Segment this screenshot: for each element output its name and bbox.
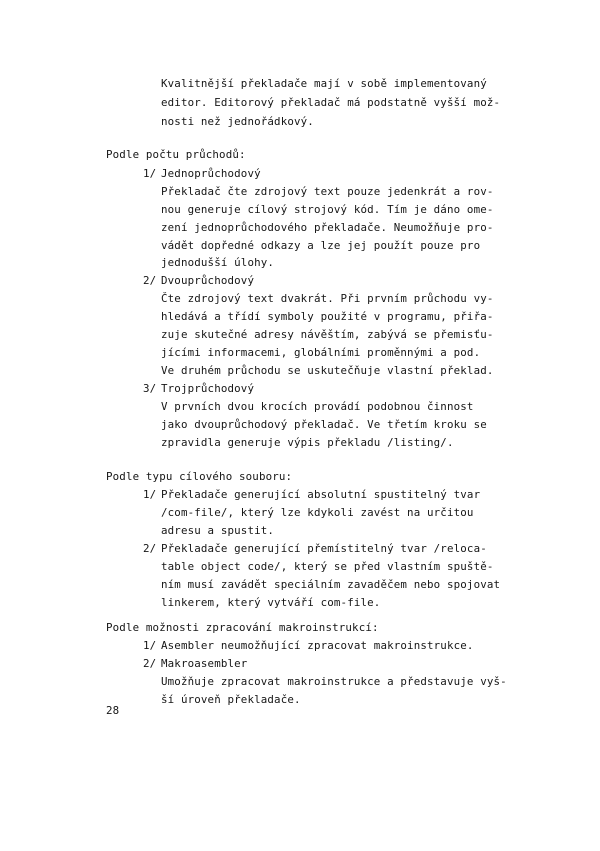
item-line: ší úroveň překladače. xyxy=(161,693,301,706)
item-line: zuje skutečné adresy návěštím, zabývá se přemisťu- xyxy=(161,328,494,341)
item-title: Trojprůchodový xyxy=(161,382,255,395)
section-heading: Podle typu cílového souboru: xyxy=(106,470,293,483)
item-line: vádět dopředné odkazy a lze jej použít pouze pro xyxy=(161,239,481,252)
item-line: nou generuje cílový strojový kód. Tím je dáno ome- xyxy=(161,203,494,216)
item-title: Překladače generující absolutní spustitelný tvar xyxy=(161,488,481,501)
item-line: table object code/, který se před vlastním spuště- xyxy=(161,560,494,573)
item-line: jícími informacemi, globálními proměnnými a pod. xyxy=(161,346,481,359)
section-heading: Podle počtu průchodů: xyxy=(106,148,246,161)
section-heading: Podle možnosti zpracování makroinstrukcí: xyxy=(106,621,379,634)
item-number: 2/ xyxy=(143,274,157,287)
intro-line: Kvalitnější překladače mají v sobě implementovaný xyxy=(161,77,487,90)
item-line: ním musí zavádět speciálním zavaděčem nebo spojovat xyxy=(161,578,501,591)
intro-line: editor. Editorový překladač má podstatně vyšší mož- xyxy=(161,96,501,109)
item-number: 2/ xyxy=(143,542,157,555)
item-line: Čte zdrojový text dvakrát. Při prvním průchodu vy- xyxy=(161,292,494,305)
page-number: 28 xyxy=(106,704,120,717)
item-number: 1/ xyxy=(143,167,157,180)
item-line: hledává a třídí symboly použité v programu, přiřa- xyxy=(161,310,494,323)
item-line: V prvních dvou krocích provádí podobnou činnost xyxy=(161,400,474,413)
item-title: Makroasembler xyxy=(161,657,248,670)
item-line: Ve druhém průchodu se uskutečňuje vlastní překlad. xyxy=(161,364,494,377)
item-line: Překladač čte zdrojový text pouze jedenkrát a rov- xyxy=(161,185,494,198)
item-line: zení jednoprůchodového překladače. Neumožňuje pro- xyxy=(161,221,494,234)
item-line: zpravidla generuje výpis překladu /listing/. xyxy=(161,436,454,449)
item-number: 3/ xyxy=(143,382,157,395)
item-number: 1/ xyxy=(143,488,157,501)
item-title: Překladače generující přemístitelný tvar /reloca- xyxy=(161,542,487,555)
item-title: Jednoprůchodový xyxy=(161,167,261,180)
item-line: jednodušší úlohy. xyxy=(161,256,275,269)
item-line: linkerem, který vytváří com-file. xyxy=(161,596,381,609)
item-line: Umožňuje zpracovat makroinstrukce a představuje vyš- xyxy=(161,675,507,688)
item-number: 1/ xyxy=(143,639,157,652)
item-title: Dvouprůchodový xyxy=(161,274,255,287)
item-title: Asembler neumožňující zpracovat makroinstrukce. xyxy=(161,639,474,652)
item-line: jako dvouprůchodový překladač. Ve třetím kroku se xyxy=(161,418,487,431)
intro-line: nosti než jednořádkový. xyxy=(161,115,314,128)
item-line: /com-file/, který lze kdykoli zavést na určitou xyxy=(161,506,474,519)
item-line: adresu a spustit. xyxy=(161,524,275,537)
item-number: 2/ xyxy=(143,657,157,670)
